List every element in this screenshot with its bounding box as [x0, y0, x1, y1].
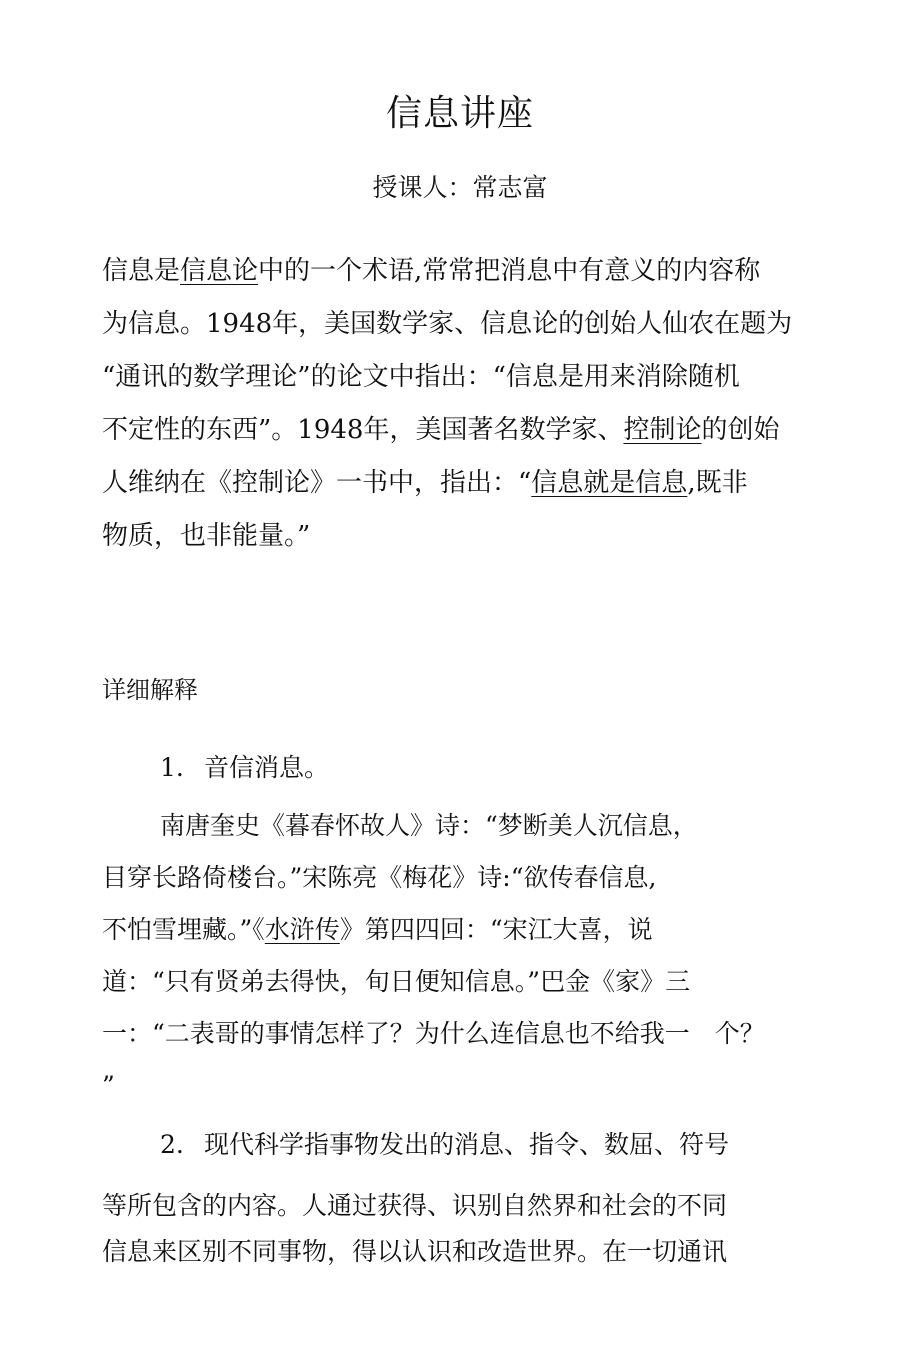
body-line: 信息来区别不同事物，得以认识和改造世界。在一切通讯: [102, 1237, 728, 1266]
text-run: 不怕雪埋藏。”《: [102, 915, 265, 944]
quote-line: 目穿长路倚楼台。”宋陈亮《梅花》诗:“欲传春信息,: [102, 863, 657, 892]
intro-line: “通讯的数学理论”的论文中指出：“信息是用来消除随机: [102, 362, 740, 392]
intro-line: [102, 457, 802, 510]
intro-line: [102, 245, 802, 298]
intro-line: [102, 404, 802, 457]
quote-line: 道：“只有贤弟去得快，旬日便知信息。”巴金《家》三: [102, 967, 691, 996]
list-number: 2.: [160, 1130, 184, 1159]
link-information-is-information[interactable]: 信息就是信息: [531, 468, 688, 498]
item2-body: [102, 1183, 817, 1275]
list-item-text: 音信消息。: [204, 753, 330, 782]
list-item-2: [160, 1125, 729, 1165]
section-heading: 详细解释: [102, 676, 198, 704]
item1-quotes: [102, 800, 817, 1112]
link-information-theory[interactable]: 信息论: [180, 256, 259, 286]
text-run: 人维纳在《控制论》一书中，指出：“: [102, 468, 532, 498]
list-item-text: 现代科学指事物发出的消息、指令、数屈、符号: [204, 1130, 730, 1159]
text-run: 不定性的东西”。1948年，美国著名数学家、: [102, 415, 624, 445]
quote-line: [102, 904, 817, 956]
lecturer-line: 授课人：常志富: [372, 173, 548, 202]
text-run: 》第四四回：“宋江大喜，说: [339, 915, 653, 944]
intro-line: 物质，也非能量。”: [102, 521, 311, 551]
text-run: 信息是: [102, 256, 181, 286]
list-number: 1.: [160, 753, 184, 782]
link-water-margin[interactable]: 水浒传: [264, 915, 340, 944]
text-run: 中的一个术语,常常把消息中有意义的内容称: [258, 256, 761, 286]
link-cybernetics[interactable]: 控制论: [623, 415, 702, 445]
list-item-1: [160, 748, 329, 788]
body-line: 等所包含的内容。人通过获得、识别自然界和社会的不同: [102, 1191, 728, 1220]
intro-paragraph: [102, 245, 802, 563]
text-run: 的创始: [701, 415, 780, 445]
intro-line: 为信息。1948年，美国数学家、信息论的创始人仙农在题为: [102, 309, 793, 339]
document-title: 信息讲座: [385, 93, 534, 134]
quote-line: 南唐奎史《暮春怀故人》诗：“梦断美人沉信息，: [160, 811, 698, 840]
quote-line: ”: [102, 1071, 115, 1100]
text-run: ,既非: [687, 468, 748, 498]
quote-line: 一：“二表哥的事情怎样了？为什么连信息也不给我一 个？: [102, 1019, 765, 1048]
